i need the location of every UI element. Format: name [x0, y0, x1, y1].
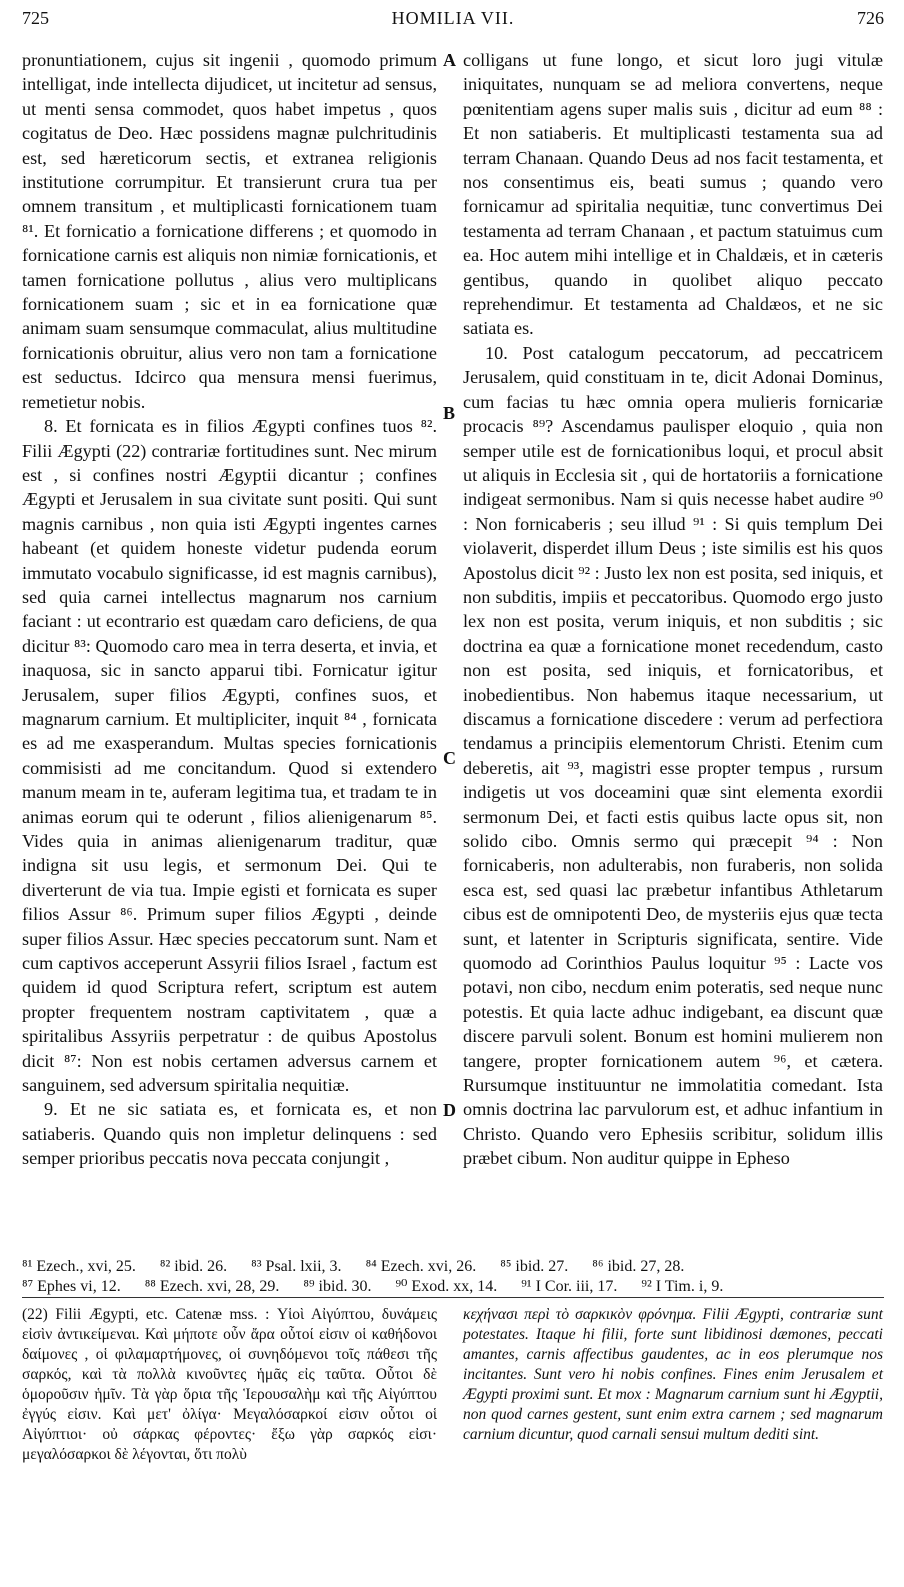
- margin-letter-a: A: [443, 50, 456, 70]
- footnote: ⁸⁷ Ephes vi, 12.: [22, 1278, 121, 1295]
- left-paragraph: 8. Et fornicata es in filios Ægypti confines tuos ⁸². Filii Ægypti (22) contrariæ fortitudines sunt. Nec mirum est , si confines nostri Ægyptii dicantur ; confines Ægypti et Jerusalem in sua civitate sunt positi. Qui sunt magnis carnibus , non quia isti Ægypti ingentes carnes habeant (et quidem honeste videtur pudenda eorum immutato vocabulo significasse, id est magnis carnibus), sed quia carnei intellectus magnarum nos carnium faciant : ut econtrario est quædam caro deficiens, de qua dicitur ⁸³: Quomodo caro mea in terra deserta, et invia, et inaquosa, sic in sancto apparui tibi. Fornicatur igitur Jerusalem, super filios Ægypti, confines suos, et magnarum carnium. Et multipliciter, inquit ⁸⁴ , fornicata es ad me exasperandum. Multas species fornicationis commisisti ad me concitandum. Quod si extendero manum meam in te, auferam legitima tua, et tradam te in animas eorum qui te oderunt , filios alienigenarum ⁸⁵. Vides quia in animas alienigenarum traditur, quæ indigna sit usu legis, et sermonum Dei. Qui te diverterunt de via tua. Impie egisti et fornicata es super filios Assur ⁸⁶. Primum super filios Ægypti , deinde super filios Assur. Hæc species peccatorum sunt. Nam et cum captivos acceperunt Assyrii filios Israel , factum est quidem id quod Scriptura refert, scriptum est autem propter frequentem nostram captivitatem , quæ a spiritalibus Assyriis perpetratur : de quibus Apostolus dicit ⁸⁷: Non est nobis certamen adversus carnem et sanguinem, sed adversum spiritalia nequitiæ.: [22, 416, 437, 1096]
- footnote: ⁹¹ I Cor. iii, 17.: [521, 1278, 618, 1295]
- page-header: [22, 8, 884, 32]
- running-title: HOMILIA VII.: [391, 8, 515, 28]
- note-text: κεχήνασι περὶ τὸ σαρκικὸν φρόνημα. Filii Ægypti, contrariæ sunt potestates. Itaque hi filii, forte sunt libidinosi dæmones, peccati amantes, carnis affectibus gaudentes, ac in eos plerumque nos incitantes. Sunt vero hi nobis confines. Fines enim Jerusalem et Ægypti proximi sunt. Et mox : Magnarum carnium sunt hi Ægyptii, non quod carnes gestent, sunt enim extra carnem ; sed magnarum carnium dicuntur, quod carnali sensui multum dediti sint.: [463, 1306, 883, 1443]
- margin-letter-d: D: [443, 1100, 456, 1120]
- right-paragraph: 10. Post catalogum peccatorum, ad peccatricem Jerusalem, quid constituam in te, dicit Adonai Dominus, cum facias tu hæc omnia opera mulieris fornicariæ procacis ⁸⁹? Ascendamus paulisper eloquio , quia non semper utile est de fornicationibus loqui, et procul absit ut aliquis in Ecclesia sit , qui de hortatoriis a fornicatione indigeat sermonibus. Nam si quis necesse habet audire ⁹⁰ : Non fornicaberis ; seu illud ⁹¹ : Si quis templum Dei violaverit, disperdet illum Deus ; iste similis est his quos Apostolus dicit ⁹² : Justo lex non est posita, sed iniquis, et non subditis, impiis et peccatoribus. Quomodo ergo justo lex non est posita, verum iniquis, et non subditis ; sic doctrina ea quæ a fornicatione monet recedendum, casto non est posita, sed iniquis, et fornicatoribus, et inobedientibus. Non habemus itaque necessarium, ut discamus a fornicatione discedere : verum ad perfectiora tendamus a principiis elementorum Christi. Etenim cum deberetis, ait ⁹³, magistri esse propter tempus , rursum indigetis ut vos doceamini quæ sint elementa exordii sermonum Dei, et facti estis quibus lacte opus sit, non solido cibo. Omnis sermo qui præcepit ⁹⁴ : Non fornicaberis, non adulterabis, non furaberis, non solida esca est, sed quasi lac præbetur infantibus Athletarum cibus est de omnipotenti Deo, de mysteriis ejus quæ tecta sunt, et latenter in Scripturis significata, sentire. Vide quomodo ad Corinthios Paulus loquitur ⁹⁵ : Lacte vos potavi, non cibo, necdum enim poteratis, sed neque nunc potestis. Et quia lacte adhuc indigebant, ea discunt quæ discere parvuli solent. Bonum est homini mulierem non tangere, propter fornicationem autem ⁹⁶, et cætera. Rursumque instituuntur ne immolatitia comedant. Ista omnis doctrina lac parvulorum est, et adhuc infantium in Christo. Quando vero Ephesiis scribitur, solidum illis præbet cibum. Non auditur quippe in Epheso: [463, 342, 883, 1169]
- footnote-row: [22, 1257, 884, 1277]
- footnote-divider: [22, 1297, 884, 1298]
- editor-note-left: [22, 1305, 437, 1465]
- footnote: ⁸⁹ ibid. 30.: [303, 1278, 372, 1295]
- page-number-right: 726: [857, 8, 884, 28]
- editor-note-right: [463, 1305, 883, 1445]
- footnote: ⁹² I Tim. i, 9.: [641, 1278, 724, 1295]
- footnote: ⁸² ibid. 26.: [159, 1258, 228, 1275]
- footnote: ⁸⁵ ibid. 27.: [500, 1258, 569, 1275]
- left-column: [22, 48, 437, 1171]
- note-text: (22) Filii Ægypti, etc. Catenæ mss. : Υἱοὶ Αἰγύπτου, δυνάμεις εἰσὶν ἀντικείμεναι. Καὶ μήποτε οὖν ἄρα οὗτοί εἰσιν οἱ καθήδονοι δαίμονες , οἱ φιλαμαρτήμονες, οἱ συνηδόμενοι τοῖς πάθεσι τῆς σαρκός, καὶ τὰ πολλὰ κινοῦντες ἡμᾶς εἰς ταῦτα. Οὗτοι δὲ ὁμοροῦσιν ἡμῖν. Τὰ γὰρ ὅρια τῆς Ἱερουσαλὴμ καὶ τῆς Αἰγύπτου ἐγγύς εἰσιν. Καὶ μετ' ὀλίγα· Μεγαλόσαρκοί εἰσιν οὗτοι οἱ Αἰγύπτιοι· οὐ σάρκας φέροντες· ἔξω γὰρ σαρκός εἰσι· μεγαλόσαρκοι δὲ λέγονται, ὅτι πολὺ: [22, 1306, 437, 1463]
- footnotes: [22, 1257, 884, 1297]
- footnote: ⁸¹ Ezech., xvi, 25.: [22, 1258, 136, 1275]
- left-paragraph: pronuntiationem, cujus sit ingenii , quomodo primum intelligat, inde intellecta dijudicet, ut incitetur ad sensus, ut menti sensa commodet, quos habet impetus , quos cogitatus de Deo. Hæc possidens magnæ pulchritudinis est, sed hæreticorum sectis, et extranea religionis institutione corrumpitur. Et transierunt crura tua per omnem transitum , et multiplicasti fornicationem tuam ⁸¹. Et fornicatio a fornicatione differens ; et quomodo in fornicatione carnis est aliquis non nimiæ fornicationis, et tamen fornicatione pollutus , alius vero multiplicans fornicationem suam ; sic et in ea fornicatione quæ animam suam sensumque commaculat, alius multitudine fornicationis obruitur, alius vero non tam a fornicatione est seductus. Idcirco qua mensura mensi fuerimus, remetietur nobis.: [22, 50, 437, 412]
- footnote-row: [22, 1277, 884, 1297]
- footnote: ⁸⁶ ibid. 27, 28.: [592, 1258, 685, 1275]
- footnote: ⁸³ Psal. lxii, 3.: [251, 1258, 342, 1275]
- right-column: [463, 48, 883, 1171]
- footnote: ⁸⁸ Ezech. xvi, 28, 29.: [144, 1278, 280, 1295]
- margin-letter-b: B: [443, 403, 456, 423]
- right-paragraph: colligans ut fune longo, et sicut loro jugi vitulæ iniquitates, nunquam se ad meliora convertens, neque pœnitentiam agens super malis suis , dicitur ad eum ⁸⁸ : Et non satiaberis. Et multiplicasti testamenta sua ad terram Chanaan. Quando Deus ad nos facit testamenta, et nos consentimus eis, beati sumus ; quando vero fornicamur ad spiritalia nequitiæ, tunc convertimus Dei testamenta ad terram Chanaan , et pactum statuimus cum ea. Hoc autem mihi intellige et in Chaldæis, et in cæteris gentibus, quando in quolibet aliquo peccato reprehendimur. Et testamenta ad Chaldæos, et ne sic satiata es.: [463, 50, 883, 339]
- margin-letter-c: C: [443, 748, 456, 768]
- page-number-left: 725: [22, 8, 49, 28]
- left-paragraph: 9. Et ne sic satiata es, et fornicata es, et non satiaberis. Quando quis non impletur delinquens : sed semper prioribus peccatis nova peccata conjungit ,: [22, 1099, 437, 1169]
- footnote: ⁹⁰ Exod. xx, 14.: [395, 1278, 498, 1295]
- footnote: ⁸⁴ Ezech. xvi, 26.: [365, 1258, 477, 1275]
